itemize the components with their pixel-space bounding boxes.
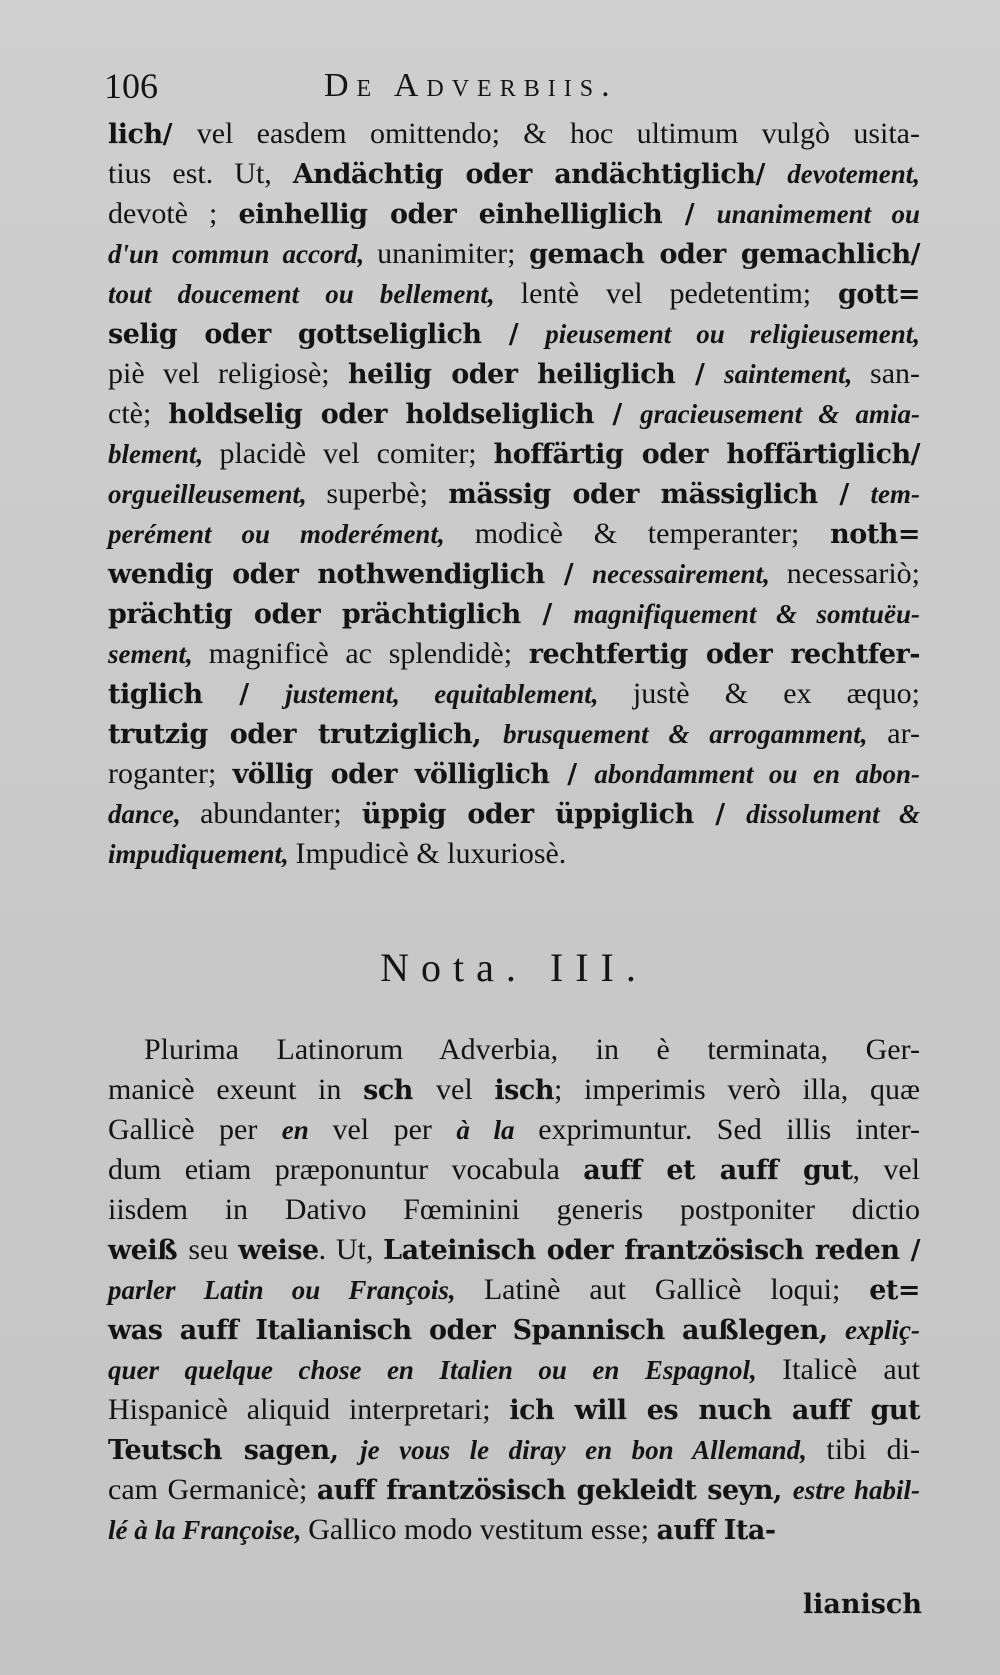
text-line	[108, 1470, 920, 1510]
text-line	[108, 1390, 920, 1430]
page-number: 106	[104, 66, 158, 106]
catchword: lianisch	[802, 1589, 922, 1620]
latin-text: Impudicè & luxuriosè.	[295, 837, 567, 870]
text-line	[108, 234, 920, 274]
latin-text: dum etiam præponuntur vocabula	[108, 1153, 584, 1186]
text-line	[108, 754, 920, 794]
text-line	[108, 1270, 920, 1310]
text-line	[108, 274, 920, 314]
french-phrase: d'un commun accord,	[108, 239, 378, 269]
french-phrase: orgueilleusement,	[108, 479, 327, 509]
latin-text: modicè & temperanter;	[474, 517, 831, 550]
german-phrase: Teutsch sagen,	[108, 1435, 361, 1466]
french-phrase: blement,	[108, 439, 220, 469]
section-heading: Nota. III.	[380, 945, 648, 990]
text-line	[108, 1150, 920, 1190]
latin-text: Latinè aut Gallicè loqui;	[483, 1273, 870, 1306]
text-line	[108, 1110, 920, 1150]
french-phrase: saintement,	[724, 359, 871, 389]
text-line	[108, 154, 920, 194]
latin-text: san-	[870, 357, 921, 390]
german-phrase: gott=	[838, 279, 920, 310]
text-line	[108, 1030, 920, 1070]
french-phrase: necessairement,	[592, 559, 787, 589]
german-phrase: et=	[869, 1275, 920, 1306]
french-phrase: impudiquement,	[108, 839, 296, 869]
latin-text: devotè ;	[108, 197, 239, 230]
french-phrase: abondamment ou en abon-	[594, 759, 921, 789]
text-line	[108, 474, 920, 514]
text-line	[108, 354, 920, 394]
german-phrase: völlig oder völliglich /	[232, 759, 595, 790]
latin-text: abundanter;	[200, 797, 362, 830]
german-phrase: üppig oder üppiglich /	[361, 799, 747, 830]
latin-text: cam Germanicè;	[108, 1473, 317, 1506]
french-phrase: dance,	[108, 799, 201, 829]
latin-text: superbè;	[326, 477, 449, 510]
text-line	[108, 1310, 920, 1350]
latin-text: Gallico modo vestitum esse;	[308, 1513, 657, 1546]
french-phrase: brusquement & arrogamment,	[503, 719, 888, 749]
german-phrase: holdselig oder holdseliglich /	[168, 399, 641, 430]
french-phrase: à la	[456, 1115, 539, 1145]
running-head	[104, 62, 944, 114]
text-line	[108, 1230, 920, 1270]
french-phrase: quer quelque chose en Italien ou en Espagnol,	[108, 1355, 783, 1385]
text-line	[108, 674, 920, 714]
german-phrase: hoffärtig oder hoffärtiglich/	[493, 439, 920, 470]
french-phrase: tout doucement ou bellement,	[108, 279, 521, 309]
german-phrase: weise	[238, 1235, 319, 1266]
german-phrase: wendig oder nothwendiglich /	[108, 559, 593, 590]
latin-text: necessariò;	[786, 557, 920, 590]
text-line	[108, 1350, 920, 1390]
latin-text: piè vel religiosè;	[108, 357, 348, 390]
german-phrase: Lateinisch oder frantzösisch reden /	[383, 1235, 920, 1266]
text-block-nota-iii	[108, 1030, 920, 1550]
french-phrase: pieusement ou religieusement,	[545, 319, 920, 349]
german-phrase: auff frantzösisch gekleidt seyn,	[316, 1475, 793, 1506]
text-line	[108, 394, 920, 434]
german-phrase: mässig oder mässiglich /	[448, 479, 871, 510]
latin-text: lentè vel pedetentim;	[520, 277, 839, 310]
latin-text: ; imperimis verò illa, quæ	[553, 1073, 921, 1106]
latin-text: vel	[436, 1073, 495, 1106]
german-phrase: noth=	[830, 519, 920, 550]
latin-text: . Ut,	[318, 1233, 384, 1266]
latin-text: justè & ex æquo;	[632, 677, 920, 710]
text-line	[108, 794, 920, 834]
text-line	[108, 1070, 920, 1110]
french-phrase: unanimement ou	[716, 199, 920, 229]
text-line	[108, 834, 920, 874]
text-line	[108, 554, 920, 594]
french-phrase: devotement,	[787, 159, 921, 189]
french-phrase: lé à la Françoise,	[108, 1515, 309, 1545]
latin-text: ar-	[887, 717, 920, 750]
french-phrase: expliç-	[845, 1315, 920, 1345]
text-line	[108, 1190, 920, 1230]
latin-text: Plurima Latinorum Adverbia, in è terminata, Ger-	[144, 1033, 920, 1066]
text-line	[108, 314, 920, 354]
latin-text: Italicè aut	[782, 1353, 921, 1386]
german-phrase: heilig oder heiliglich /	[348, 359, 725, 390]
french-phrase: parler Latin ou François,	[108, 1275, 484, 1305]
german-phrase: weiß	[108, 1235, 189, 1266]
german-phrase: selig oder gottseliglich /	[108, 319, 546, 350]
german-phrase: lich/	[108, 119, 197, 150]
latin-text: iisdem in Dativo Fœminini generis postponiter dictio	[108, 1193, 920, 1226]
latin-text: Gallicè per	[108, 1113, 282, 1146]
german-phrase: ich will es nuch auff gut	[509, 1395, 921, 1426]
text-line	[108, 1430, 920, 1470]
latin-text: manicè exeunt in	[108, 1073, 364, 1106]
german-phrase: einhellig oder einhelliglich /	[238, 199, 717, 230]
text-line	[108, 194, 920, 234]
german-phrase: isch	[494, 1075, 554, 1106]
german-phrase: auff Ita-	[656, 1515, 776, 1546]
french-phrase: justement, equitablement,	[285, 679, 633, 709]
french-phrase: tem-	[870, 479, 920, 509]
german-phrase: gemach oder gemachlich/	[529, 239, 921, 270]
text-line	[108, 594, 920, 634]
latin-text: exprimuntur. Sed illis inter-	[538, 1113, 921, 1146]
german-phrase: trutzig oder trutziglich,	[108, 719, 504, 750]
latin-text: ctè;	[108, 397, 169, 430]
text-line	[108, 114, 920, 154]
latin-text: seu	[188, 1233, 239, 1266]
french-phrase: dissolument &	[746, 799, 921, 829]
german-phrase: prächtig oder prächtiglich /	[108, 599, 574, 630]
german-phrase: sch	[363, 1075, 437, 1106]
latin-text: placidè vel comiter;	[219, 437, 494, 470]
german-phrase: tiglich /	[108, 679, 286, 710]
text-line	[108, 514, 920, 554]
latin-text: vel easdem omittendo; & hoc ultimum vulgò usita-	[196, 117, 920, 150]
latin-text: vel per	[332, 1113, 457, 1146]
french-phrase: gracieusement & amia-	[640, 399, 920, 429]
german-phrase: auff et auff gut	[583, 1155, 853, 1186]
latin-text: unanimiter;	[377, 237, 530, 270]
text-line	[108, 634, 920, 674]
french-phrase: sement,	[108, 639, 209, 669]
french-phrase: je vous le diray en bon Allemand,	[360, 1435, 827, 1465]
german-phrase: rechtfertig oder rechtfer-	[528, 639, 920, 670]
latin-text: , vel	[852, 1153, 920, 1186]
french-phrase: en	[281, 1115, 333, 1145]
latin-text: tius est. Ut,	[108, 157, 293, 190]
latin-text: tibi di-	[826, 1433, 920, 1466]
german-phrase: was auff Italianisch oder Spannisch außlegen,	[108, 1315, 846, 1346]
running-title: De Adverbiis.	[324, 67, 618, 104]
german-phrase: Andächtig oder andächtiglich/	[292, 159, 788, 190]
french-phrase: perément ou moderément,	[108, 519, 475, 549]
latin-text: Hispanicè aliquid interpretari;	[108, 1393, 510, 1426]
text-line	[108, 1510, 920, 1550]
text-block-adverb-list	[108, 114, 920, 874]
latin-text: roganter;	[108, 757, 233, 790]
french-phrase: estre habil-	[792, 1475, 920, 1505]
text-line	[108, 434, 920, 474]
latin-text: magnificè ac splendidè;	[208, 637, 529, 670]
text-line	[108, 714, 920, 754]
french-phrase: magnifiquement & somtuëu-	[573, 599, 920, 629]
